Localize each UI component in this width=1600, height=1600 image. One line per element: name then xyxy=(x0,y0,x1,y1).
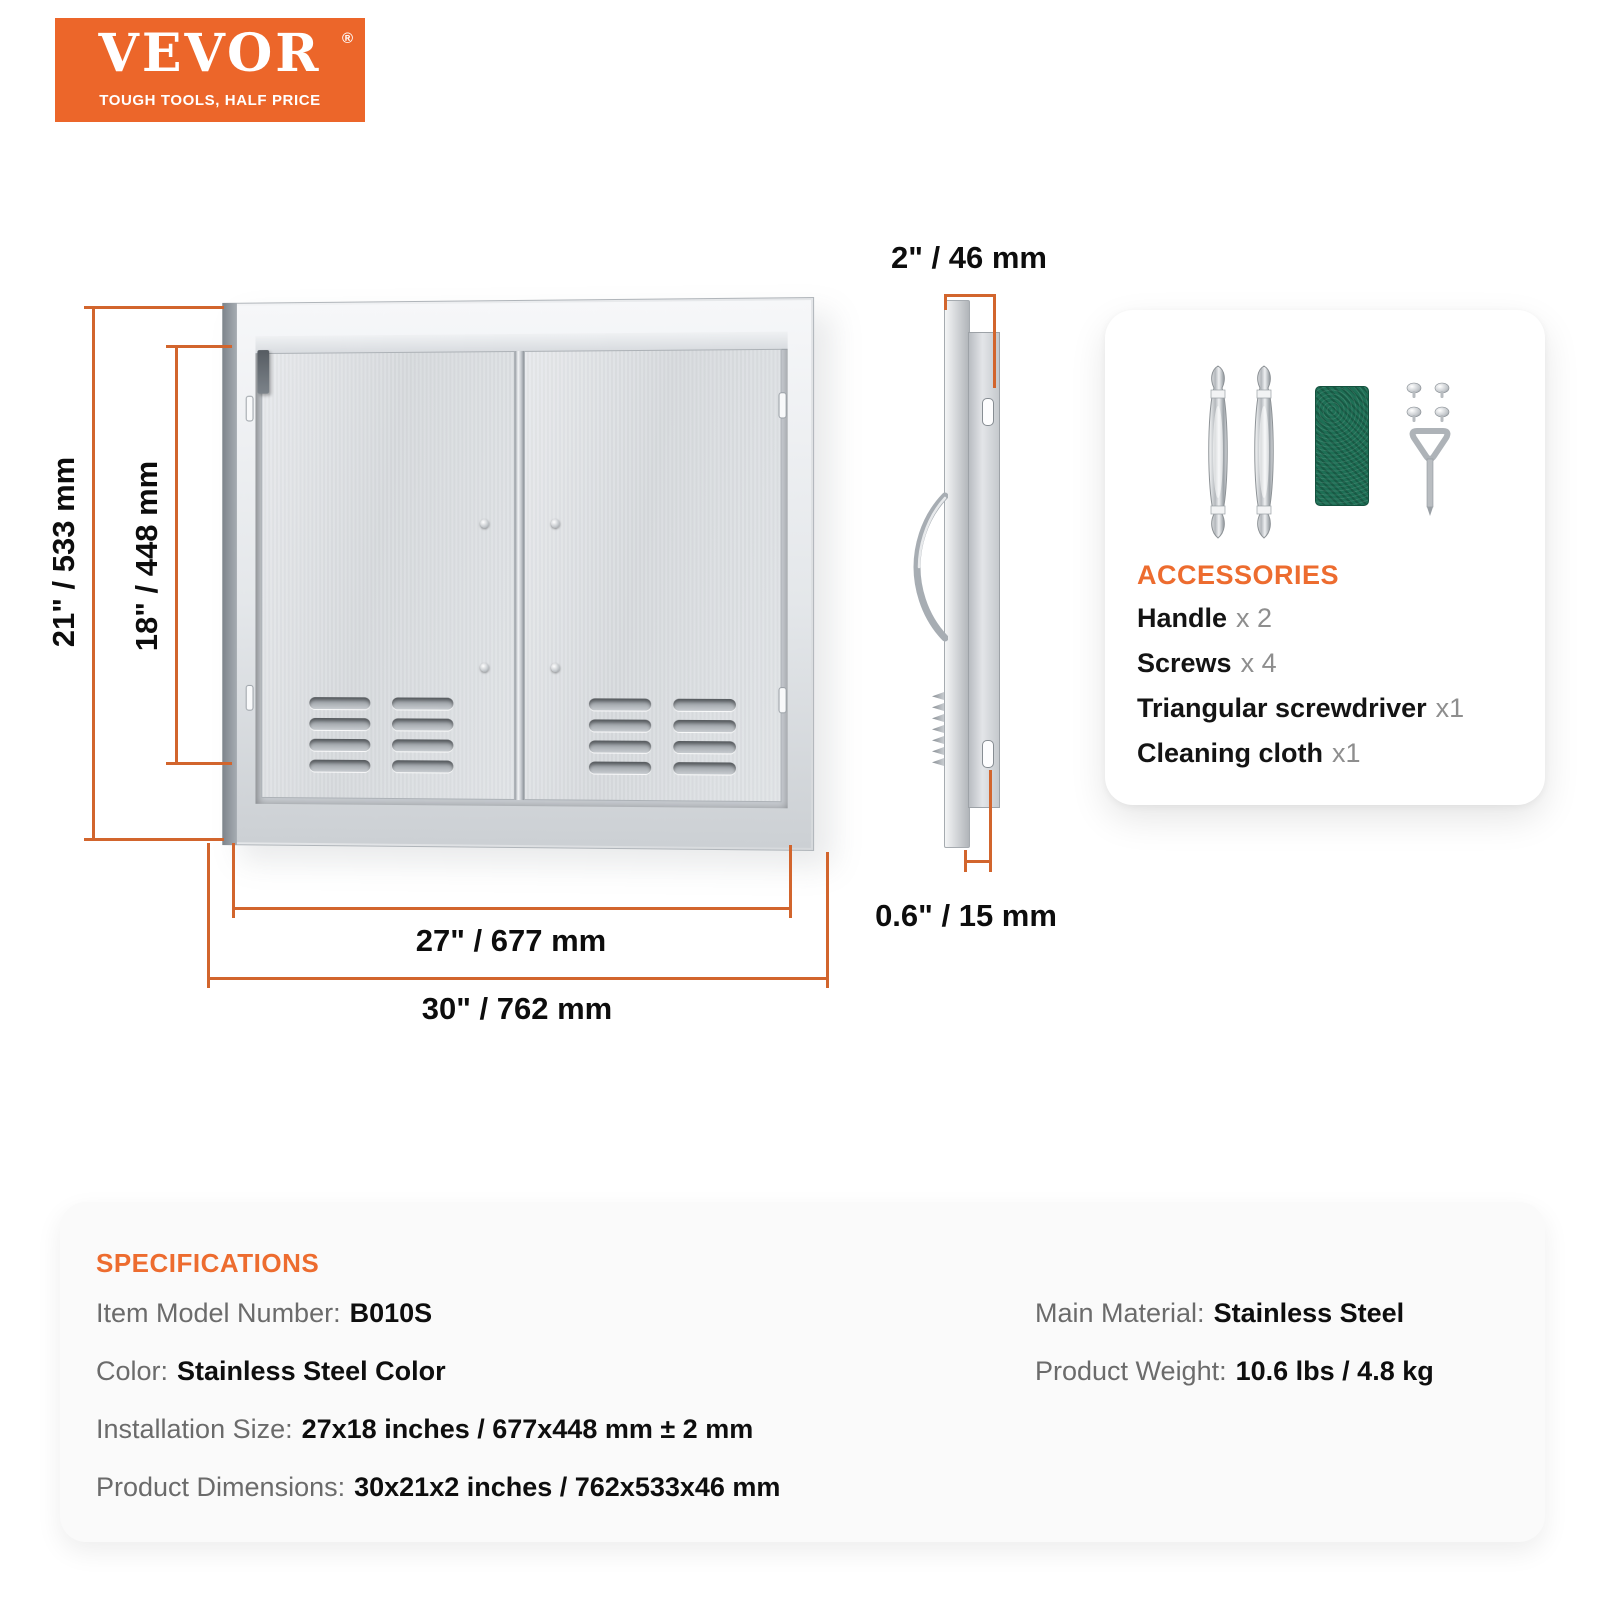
louver-edge xyxy=(932,714,944,722)
vent-slot xyxy=(309,760,370,772)
handle-mount-screw xyxy=(480,663,489,672)
spec-row-product-weight xyxy=(1035,1356,1434,1387)
handle-mount-screw xyxy=(551,663,560,672)
screws-icon xyxy=(1400,378,1458,428)
accessory-item xyxy=(1137,603,1272,634)
spec-value: 10.6 lbs / 4.8 kg xyxy=(1235,1356,1434,1386)
louver-edge xyxy=(932,747,944,755)
spec-value: 30x21x2 inches / 762x533x46 mm xyxy=(354,1472,781,1502)
vent-group xyxy=(588,698,650,774)
dim-label-depth: 2" / 46 mm xyxy=(891,240,1047,275)
vevor-logo-tagline: TOUGH TOOLS, HALF PRICE xyxy=(99,92,321,109)
door-panel-left xyxy=(261,351,514,800)
spec-label: Main Material: xyxy=(1035,1298,1205,1328)
extension-line xyxy=(989,770,992,872)
door-panel-right xyxy=(523,349,781,802)
spec-row-color xyxy=(96,1356,446,1387)
vent-slot xyxy=(588,698,650,710)
frame-mount-slot xyxy=(779,687,787,713)
vent-slot xyxy=(309,697,370,709)
vent-slot xyxy=(392,718,453,730)
spec-value: 27x18 inches / 677x448 mm ± 2 mm xyxy=(301,1414,754,1444)
extension-line xyxy=(207,843,210,988)
accessory-item xyxy=(1137,648,1277,679)
louver-edge xyxy=(932,725,944,733)
accessory-qty: x1 xyxy=(1332,738,1361,768)
accessory-name: Screws xyxy=(1137,648,1232,678)
louver-edge xyxy=(932,736,944,744)
spec-label: Product Weight: xyxy=(1035,1356,1227,1386)
flange-slot xyxy=(982,398,994,426)
accessory-qty: x 2 xyxy=(1236,603,1273,633)
door-recess xyxy=(255,332,787,809)
dimension-line-outer-width xyxy=(207,977,829,980)
dimension-line-depth xyxy=(944,294,996,297)
extension-line xyxy=(826,852,829,988)
registered-trademark-icon: ® xyxy=(341,30,353,47)
accessory-qty: x1 xyxy=(1435,693,1465,723)
frame-mount-slot xyxy=(246,685,254,711)
spec-row-main-material xyxy=(1035,1298,1404,1329)
dim-label-outer-width: 30" / 762 mm xyxy=(421,991,613,1026)
handle-mount-screw xyxy=(551,519,560,528)
louver-edge xyxy=(932,758,944,766)
dimension-line-inner-width xyxy=(232,907,792,910)
spec-value: B010S xyxy=(349,1298,433,1328)
dimension-line-inner-height xyxy=(175,345,178,765)
vent-slot xyxy=(673,762,736,775)
hinge xyxy=(257,350,269,394)
vent-slot xyxy=(309,718,370,730)
vent-slot xyxy=(588,740,650,752)
accessories-card xyxy=(1105,310,1545,805)
side-view-louvers xyxy=(932,692,944,766)
spec-label: Item Model Number: xyxy=(96,1298,341,1328)
spec-row-model xyxy=(96,1298,432,1329)
door-front-view xyxy=(222,297,814,851)
dim-label-outer-height: 21" / 533 mm xyxy=(46,456,81,648)
spec-row-installation-size xyxy=(96,1414,753,1445)
vent-slot xyxy=(588,762,650,774)
vent-slot xyxy=(673,741,736,753)
dimension-line-outer-height xyxy=(92,306,95,841)
accessory-name: Triangular screwdriver xyxy=(1137,693,1427,723)
louver-edge xyxy=(932,692,944,700)
vent-slot xyxy=(309,739,370,751)
triangular-screwdriver-icon xyxy=(1408,426,1452,518)
vent-slot xyxy=(392,697,453,709)
vevor-logo-wordmark: VEVOR xyxy=(98,23,322,84)
accessories-heading: ACCESSORIES xyxy=(1137,560,1340,590)
dim-label-inner-width: 27" / 677 mm xyxy=(415,923,607,958)
louver-edge xyxy=(932,703,944,711)
vevor-logo xyxy=(55,18,365,122)
frame-mount-slot xyxy=(779,392,787,418)
vent-slot xyxy=(588,719,650,731)
handle-icon xyxy=(1252,364,1276,540)
vent-slot xyxy=(673,720,736,732)
spec-label: Product Dimensions: xyxy=(96,1472,346,1502)
accessory-name: Cleaning cloth xyxy=(1137,738,1324,768)
vent-slot xyxy=(392,739,453,751)
extension-line xyxy=(993,294,996,388)
spec-value: Stainless Steel xyxy=(1213,1298,1405,1328)
extension-line xyxy=(944,294,947,310)
cleaning-pad-icon xyxy=(1315,386,1369,506)
door-panels xyxy=(261,349,781,802)
vent-slot xyxy=(392,760,453,772)
spec-label: Installation Size: xyxy=(96,1414,293,1444)
vent-group xyxy=(673,699,736,775)
extension-line xyxy=(84,838,224,841)
specifications-panel xyxy=(60,1202,1545,1542)
extension-line xyxy=(84,306,224,309)
spec-value: Stainless Steel Color xyxy=(177,1356,446,1386)
side-view-handle xyxy=(912,492,948,647)
flange-slot xyxy=(982,740,994,768)
door-center-divider xyxy=(515,351,524,800)
dim-label-flange: 0.6" / 15 mm xyxy=(875,898,1057,933)
vent-group xyxy=(309,697,370,772)
dimension-line-flange xyxy=(964,860,992,863)
accessory-name: Handle xyxy=(1137,603,1228,633)
dim-label-inner-height: 18" / 448 mm xyxy=(129,460,164,652)
vent-slot xyxy=(673,699,736,711)
accessory-item xyxy=(1137,738,1361,769)
accessory-qty: x 4 xyxy=(1240,648,1277,678)
extension-line xyxy=(964,850,967,872)
spec-row-product-dimensions xyxy=(96,1472,780,1503)
specifications-heading: SPECIFICATIONS xyxy=(96,1248,320,1278)
handle-icon xyxy=(1206,364,1230,540)
vent-group xyxy=(392,697,453,772)
accessory-item xyxy=(1137,693,1464,724)
spec-label: Color: xyxy=(96,1356,169,1386)
frame-mount-slot xyxy=(246,396,254,422)
handle-mount-screw xyxy=(480,519,489,528)
